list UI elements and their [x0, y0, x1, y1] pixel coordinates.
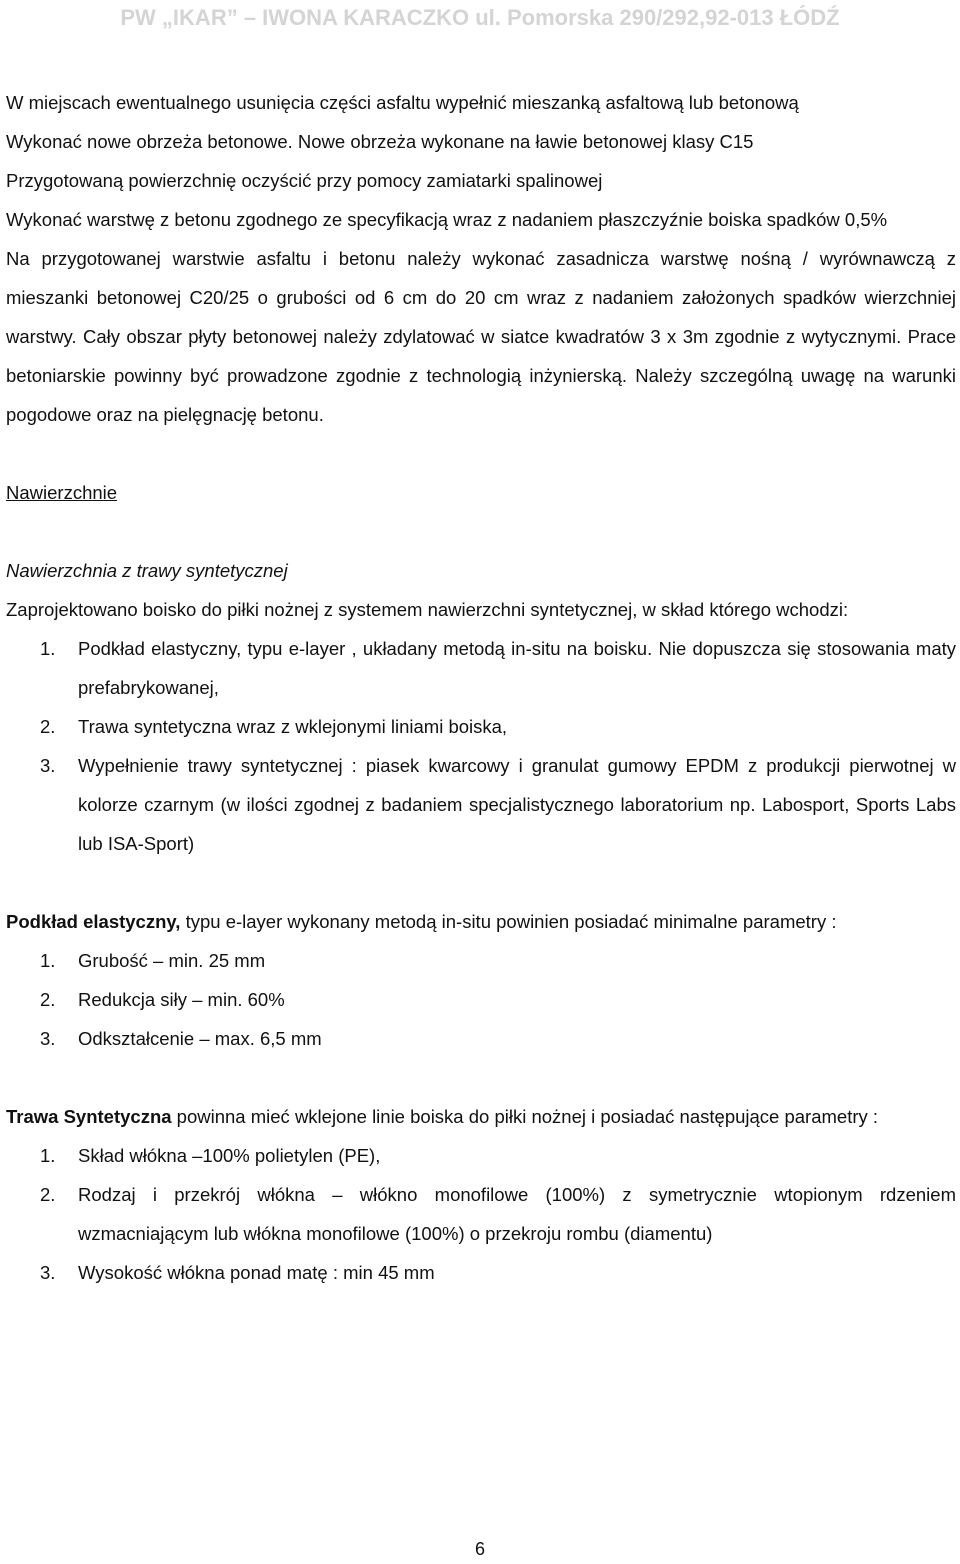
list-item: 2. Redukcja siły – min. 60%: [40, 989, 285, 1010]
list-item: 1. Grubość – min. 25 mm: [40, 950, 266, 971]
list-item: 3. Wypełnienie trawy syntetycznej : piasek kwarcowy i granulat gumowy EPDM z produkcji pierwotnej w kolorze czarnym (w ilości zgodnej z badaniem specjalistycznego laboratorium np. Labosport, Sports Labs lub ISA-Sport): [40, 755, 956, 854]
list-item: 1. Skład włókna –100% polietylen (PE),: [40, 1145, 381, 1166]
paragraph-concrete-layer: Wykonać warstwę z betonu zgodnego ze specyfikacją wraz z nadaniem płaszczyźnie boiska spadków 0,5%: [6, 209, 888, 230]
page-header: PW „IKAR” – IWONA KARACZKO ul. Pomorska 290/292,92-013 ŁÓDŹ: [120, 5, 840, 30]
list-grass-parameters: [6, 1136, 956, 1292]
section-heading-surfaces: Nawierzchnie: [6, 482, 118, 503]
paragraph-cleaning: Przygotowaną powierzchnię oczyścić przy pomocy zamiatarki spalinowej: [6, 170, 603, 191]
list-elastic-parameters: [6, 941, 956, 1058]
page-number: 6: [474, 1539, 485, 1559]
list-item: 1. Podkład elastyczny, typu e-layer , układany metodą in-situ na boisku. Nie dopuszcza się stosowania maty prefabrykowanej,: [40, 638, 956, 698]
document-body: [6, 83, 956, 1292]
paragraph-curbs: Wykonać nowe obrzeża betonowe. Nowe obrzeża wykonane na ławie betonowej klasy C15: [6, 131, 754, 152]
subheading-synthetic-grass: Nawierzchnia z trawy syntetycznej: [6, 560, 288, 581]
list-item: 2. Rodzaj i przekrój włókna – włókno monofilowe (100%) z symetrycznie wtopionym rdzeniem wzmacniającym lub włókna monofilowe (100%) o przekroju rombu (diamentu): [40, 1184, 956, 1244]
list-system-components: [6, 629, 956, 863]
list-item: 2. Trawa syntetyczna wraz z wklejonymi liniami boiska,: [40, 716, 508, 737]
list-item: 3. Odkształcenie – max. 6,5 mm: [40, 1028, 322, 1049]
paragraph-system-intro: Zaprojektowano boisko do piłki nożnej z systemem nawierzchni syntetycznej, w skład którego wchodzi:: [6, 599, 849, 620]
paragraph-base-layer: Na przygotowanej warstwie asfaltu i betonu należy wykonać zasadnicza warstwę nośną / wyrównawczą z mieszanki betonowej C20/25 o grubości od 6 cm do 20 cm wraz z nadaniem założonych spadków wierzchniej warstwy. Cały obszar płyty betonowej należy zdylatować w siatce kwadratów 3 x 3m zgodnie z wytycznymi. Prace betoniarskie powinny być prowadzone zgodnie z technologią inżynierską. Należy szczególną uwagę na warunki pogodowe oraz na pielęgnację betonu.: [6, 248, 956, 425]
paragraph-asphalt-repair: W miejscach ewentualnego usunięcia części asfaltu wypełnić mieszanką asfaltową lub betonową: [6, 92, 799, 113]
list-item: 3. Wysokość włókna ponad matę : min 45 mm: [40, 1262, 435, 1283]
paragraph-elastic-layer: Podkład elastyczny, typu e-layer wykonany metodą in-situ powinien posiadać minimalne parametry :: [6, 911, 837, 932]
paragraph-synthetic-grass: Trawa Syntetyczna powinna mieć wklejone linie boiska do piłki nożnej i posiadać następujące parametry :: [6, 1106, 879, 1127]
